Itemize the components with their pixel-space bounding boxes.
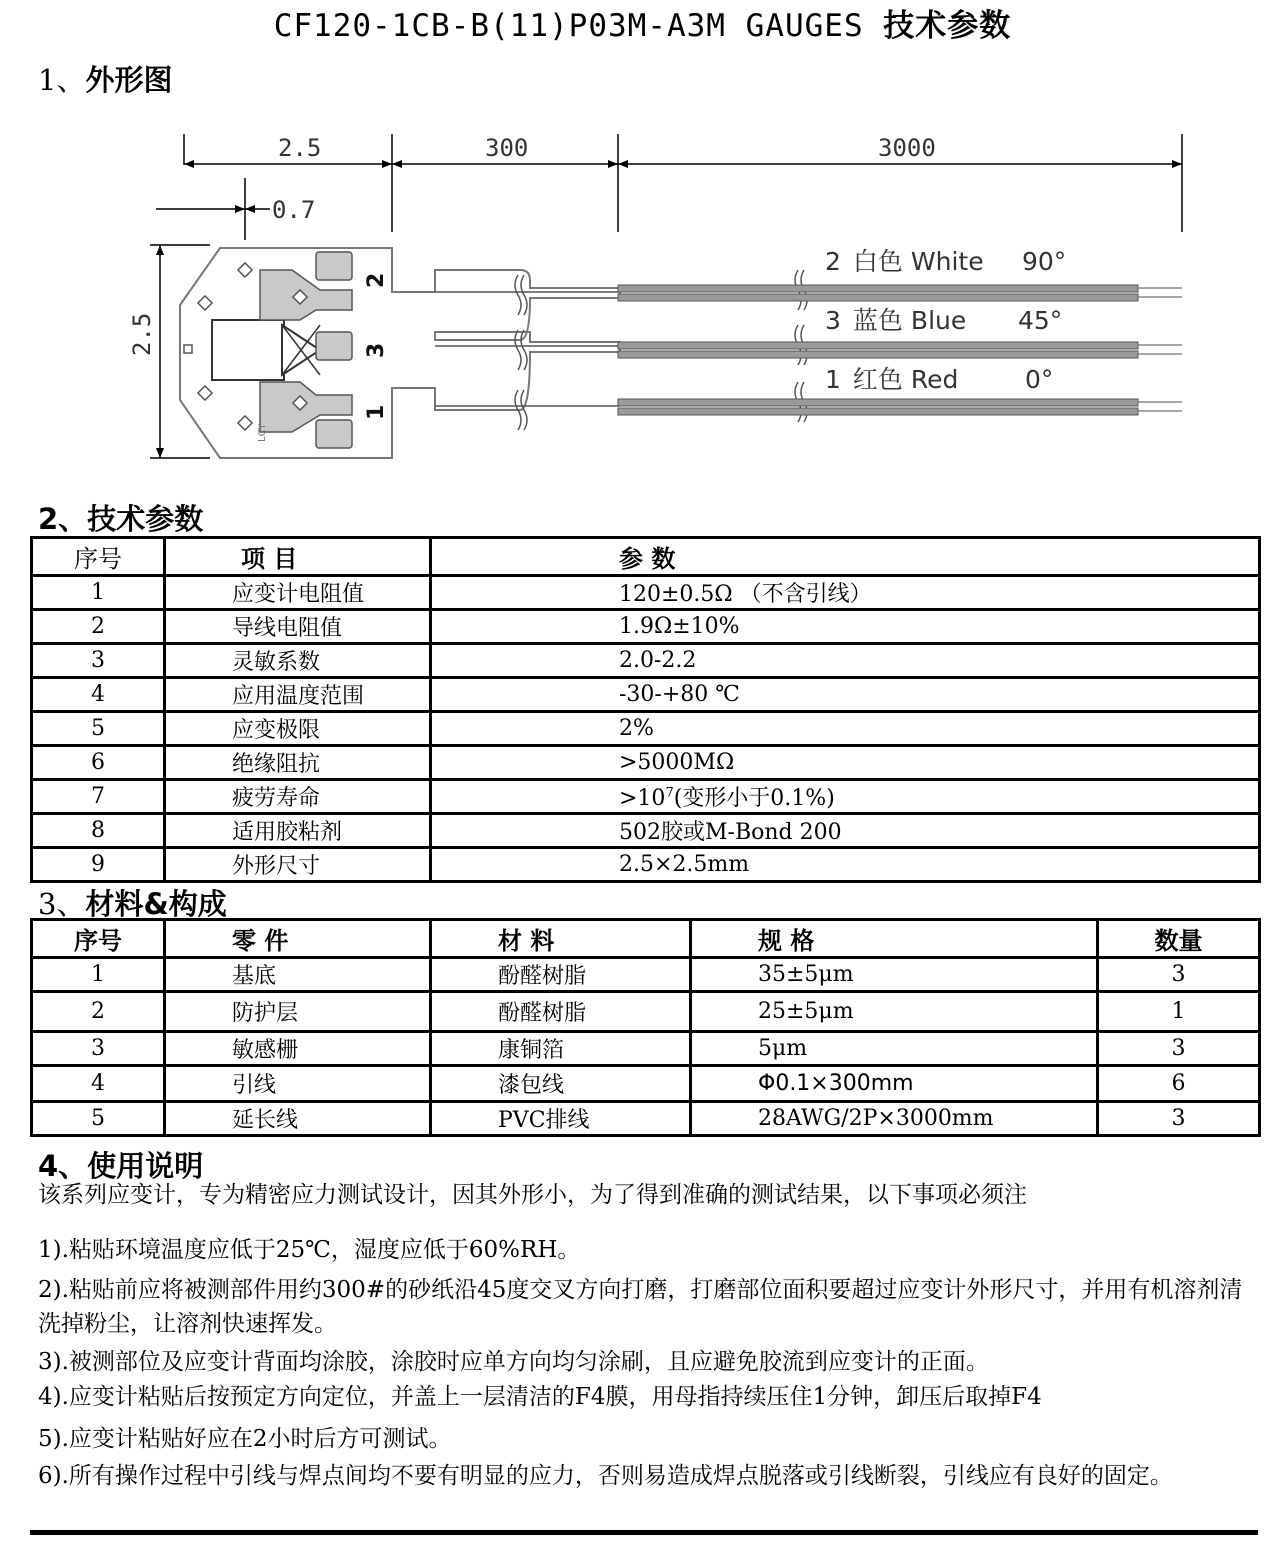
section2-title: 技术参数 xyxy=(87,502,204,536)
dim-label-2-5: 2.5 xyxy=(278,134,322,162)
table-row: 2 防护层 酚醛树脂 25±5μm 1 xyxy=(32,992,1260,1032)
cell-value: -30-+80 ℃ xyxy=(431,678,1260,712)
header-cell: 规 格 xyxy=(691,920,1098,958)
table-row xyxy=(32,814,1260,848)
cell-value: 1.9Ω±10% xyxy=(431,610,1260,644)
cell-index: 8 xyxy=(32,814,165,848)
extension-cables xyxy=(618,285,1182,415)
arrow-head xyxy=(245,205,255,213)
table-row: 5 延长线 PVC排线 28AWG/2P×3000mm 3 xyxy=(32,1102,1260,1136)
cell-item: 绝缘阻抗 xyxy=(165,746,431,780)
cell-item: 疲劳寿命 xyxy=(165,780,431,814)
arrow-head xyxy=(1172,160,1182,168)
header-cell: 零 件 xyxy=(165,920,431,958)
arrow-head xyxy=(382,160,392,168)
header-cell: 数量 xyxy=(1098,920,1260,958)
header-cell: 项 目 xyxy=(165,538,431,576)
section3-num: 3、 xyxy=(38,887,86,921)
sensing-grid-body xyxy=(212,320,284,380)
pad-number-2: 2 xyxy=(364,272,389,288)
table-row xyxy=(32,576,1260,610)
header-cell: 材 料 xyxy=(431,920,691,958)
pad-number-1: 1 xyxy=(364,404,389,420)
table-row: 4 引线 漆包线 Φ0.1×300mm 6 xyxy=(32,1066,1260,1102)
arrow-head xyxy=(608,160,618,168)
section1-title: 外形图 xyxy=(85,63,173,97)
section1-num: 1、 xyxy=(38,63,86,97)
section2-heading xyxy=(38,497,203,538)
dim-label-side: 2.5 xyxy=(128,312,156,356)
wire-label-3: 3 蓝色 Blue 45° xyxy=(825,306,1063,335)
cell-item: 适用胶粘剂 xyxy=(165,814,431,848)
table-row xyxy=(32,644,1260,678)
cell-item: 外形尺寸 xyxy=(165,848,431,882)
title-code: CF120-1CB-B(11)P03M-A3M GAUGES xyxy=(273,8,864,44)
section1-heading xyxy=(38,58,172,99)
cell-value: 2.5×2.5mm xyxy=(431,848,1260,882)
section4-title: 使用说明 xyxy=(87,1149,204,1183)
cell-value: $>10^7$(变形小于0.1%) xyxy=(431,780,1260,814)
cell-value: 2.0-2.2 xyxy=(431,644,1260,678)
cell-item: 应变极限 xyxy=(165,712,431,746)
usage-item-4: 4).应变计粘贴后按预定方向定位，并盖上一层清洁的F4膜，用母指持续压住1分钟，卸压后取掉F4 xyxy=(38,1384,1042,1410)
page-title xyxy=(0,0,1285,45)
gauge-outline-drawing xyxy=(120,120,1200,465)
usage-item-1: 1).粘贴环境温度应低于25℃，湿度应低于60%RH。 xyxy=(38,1237,581,1263)
table-row xyxy=(32,848,1260,882)
arrow-head xyxy=(618,160,628,168)
usage-item-6: 6).所有操作过程中引线与焊点间均不要有明显的应力，否则易造成焊点脱落或引线断裂，引线应有良好的固定。 xyxy=(38,1463,1173,1489)
cell-value: 502胶或M-Bond 200 xyxy=(431,814,1260,848)
section4-num: 4、 xyxy=(38,1149,88,1183)
cell-value: 120±0.5Ω （不含引线） xyxy=(431,576,1260,610)
materials-table-header xyxy=(32,920,1260,958)
usage-item-3: 3).被测部位及应变计背面均涂胶，涂胶时应单方向均匀涂刷，且应避免胶流到应变计的正面。 xyxy=(38,1349,989,1375)
usage-intro: 该系列应变计，专为精密应力测试设计，因其外形小，为了得到准确的测试结果，以下事项必须注 xyxy=(38,1182,1027,1208)
cell-index: 2 xyxy=(32,610,165,644)
spec-table-header xyxy=(32,538,1260,576)
materials-table xyxy=(30,918,1261,1137)
section3-heading xyxy=(38,882,227,923)
dim-label-0-7: 0.7 xyxy=(272,196,316,224)
cell-index: 4 xyxy=(32,678,165,712)
pad-number-3: 3 xyxy=(364,342,389,358)
cell-index: 1 xyxy=(32,576,165,610)
header-cell: 序号 xyxy=(32,538,165,576)
cell-item: 灵敏系数 xyxy=(165,644,431,678)
table-row xyxy=(32,746,1260,780)
gauge-mark: LCY xyxy=(257,423,268,442)
arrow-head xyxy=(235,205,245,213)
table-row: 3 敏感栅 康铜箔 5μm 3 xyxy=(32,1032,1260,1066)
title-cn: 技术参数 xyxy=(883,8,1012,44)
cell-value: 2% xyxy=(431,712,1260,746)
arrow-head xyxy=(156,448,164,458)
bottom-rule xyxy=(30,1530,1258,1535)
spec-table xyxy=(30,536,1261,883)
cell-value: >5000MΩ xyxy=(431,746,1260,780)
cell-index: 7 xyxy=(32,780,165,814)
cell-index: 5 xyxy=(32,712,165,746)
usage-item-5: 5).应变计粘贴好应在2小时后方可测试。 xyxy=(38,1426,452,1452)
arrow-head xyxy=(156,245,164,255)
section3-title: 材料&构成 xyxy=(85,887,227,921)
arrow-head xyxy=(392,160,402,168)
header-cell: 序号 xyxy=(32,920,165,958)
cell-item: 应变计电阻值 xyxy=(165,576,431,610)
usage-item-2: 2).粘贴前应将被测部件用约300#的砂纸沿45度交叉方向打磨，打磨部位面积要超过应变计外形尺寸，并用有机溶剂清洗掉粉尘，让溶剂快速挥发。 xyxy=(38,1277,1243,1337)
table-row xyxy=(32,712,1260,746)
cell-index: 3 xyxy=(32,644,165,678)
table-row: 1 基底 酚醛树脂 35±5μm 3 xyxy=(32,958,1260,992)
wire-label-1: 1 红色 Red 0° xyxy=(825,365,1054,394)
section2-num: 2、 xyxy=(38,502,88,536)
arrow-head xyxy=(184,160,194,168)
cell-index: 9 xyxy=(32,848,165,882)
table-row xyxy=(32,780,1260,814)
table-row xyxy=(32,678,1260,712)
wire-label-2: 2 白色 White 90° xyxy=(825,247,1067,276)
table-row xyxy=(32,610,1260,644)
cell-item: 导线电阻值 xyxy=(165,610,431,644)
dim-label-3000: 3000 xyxy=(878,134,936,162)
cell-index: 6 xyxy=(32,746,165,780)
header-cell: 参 数 xyxy=(431,538,1260,576)
dim-label-300: 300 xyxy=(485,134,529,162)
cell-item: 应用温度范围 xyxy=(165,678,431,712)
